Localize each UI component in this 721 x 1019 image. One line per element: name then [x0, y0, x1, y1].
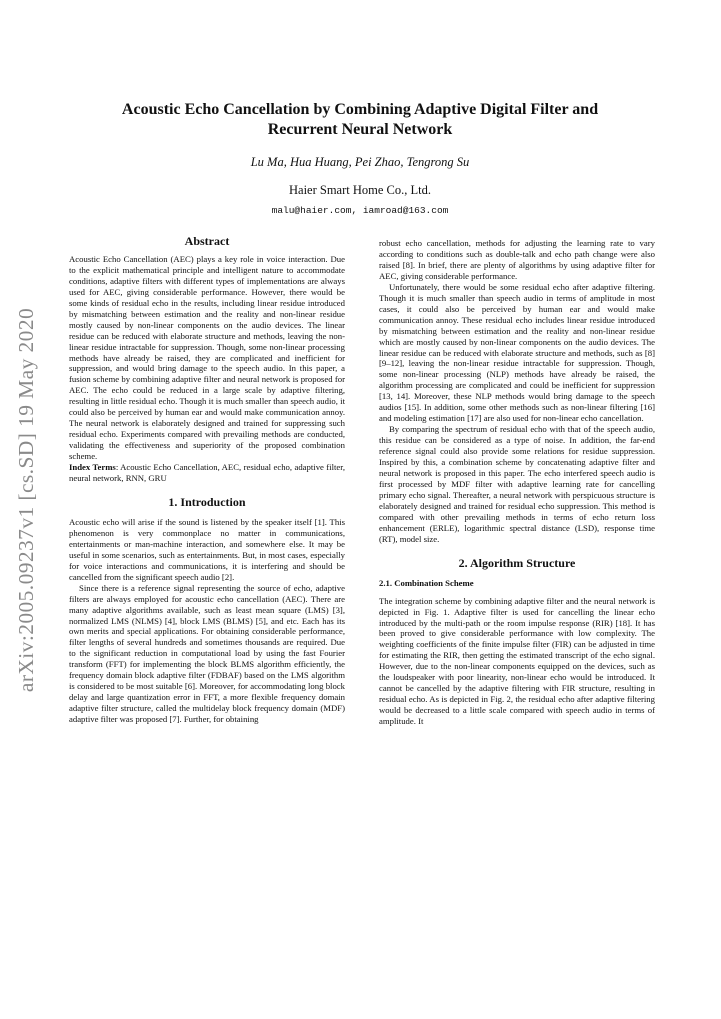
- paper-emails: malu@haier.com, iamroad@163.com: [271, 205, 449, 216]
- paper-title-line-2: Recurrent Neural Network: [267, 121, 453, 138]
- paper-authors: Lu Ma, Hua Huang, Pei Zhao, Tengrong Su: [250, 155, 470, 169]
- intro-paragraph-5: By comparing the spectrum of residual echo with that of the speech audio, this residue can be considered as a type of noise. In addition, the far-end reference signal could also provide some relations for residue suppression. Inspired by this, a combination scheme by concatenating adaptive filter and neural network is proposed in this paper. The echo interfered speech audio is first processed by MDF filter with adaptive learning rate for cancelling primary echo signal. Thereafter, a neural network with perspicuous structure is elaborately designed and trained for residual echo suppression. This method is compared with other prevailing methods in terms of echo return loss enhancement (ERLE), logarithmic spectral distance (LSD), response time (RT), model size.: [379, 424, 655, 544]
- intro-paragraph-2: Since there is a reference signal representing the source of echo, adaptive filters are always employed for acoustic echo cancellation (AEC). There are many adaptive algorithms available, such as least mean square (LMS) [3], normalized LMS (NLMS) [4], block LMS (BLMS) [5], and etc. Each has its own merits and special applications. For obtaining considerable performance, filter lengths of several hundreds and sometimes thousands are required. Due to the significant reduction in computational load by using the fast Fourier transform (FFT) for implementing the block BLMS algorithm efficiently, the frequency domain block adaptive filter (FDBAF) based on the LMS algorithm is considered to be most suitable [6]. Moreover, for accommodating long block delay and large quantization error in FFT, a more flexible frequency domain adaptive filter structure, called the multidelay block frequency domain (MDF) adaptive filter was proposed [7]. Further, for obtaining: [69, 582, 345, 725]
- index-terms-text: : Acoustic Echo Cancellation, AEC, residual echo, adaptive filter, neural network, RNN, GRU: [69, 462, 345, 484]
- intro-paragraph-4: Unfortunately, there would be some residual echo after adaptive filtering. Though it is much smaller than speech audio in terms of amplitude in most cases, it could also be perceived by human ear and would make communication annoy. These residual echo includes linear residue introduced by mismatching between estimation and the reality and non-linear residue which are mostly caused by non-linear components on the audio devices. The linear residue can be reduced with elaborate structure and methods, such as [8] [9–12], leaving the non-linear residue intractable for suppression. Though, some non-linear processing (NLP) methods have already be raised, the algorithm processing are complicated and could be inefficient for suppression [13, 14]. Moreover, these NLP methods would bring damage to the speech audios [15]. In addition, some other methods such as non-linear filtering [16] and modeling estimation [17] are also used for non-linear echo cancellation.: [379, 281, 655, 424]
- intro-paragraph-1: Acoustic echo will arise if the sound is listened by the speaker itself [1]. This phenomenon is very commonplace no matter in communications, entertainments or man-machine interaction, and somewhere else. It may be useful in some scenarios, such as entertainments. But, in most cases, especially for voice interactions and communications, it is interfering and should be cancelled from the significant speech audio [2].: [69, 516, 345, 582]
- left-column: [69, 236, 345, 725]
- abstract-heading: Abstract: [184, 234, 230, 248]
- index-terms-label: Index Terms: [69, 462, 116, 473]
- right-column: [379, 238, 655, 727]
- section-1-heading: 1. Introduction: [168, 494, 246, 509]
- subsection-2-1-heading: 2.1. Combination Scheme: [379, 577, 474, 588]
- paper-title: [80, 100, 640, 140]
- abstract-text: Acoustic Echo Cancellation (AEC) plays a key role in voice interaction. Due to the explicit mathematical principle and intelligent nature to accommodate conditions, adaptive filters with different types of implementations are always used for AEC, giving considerable performance. However, there would be some kinds of residual echo in the results, including linear residue introduced by mismatching between estimation and the reality and non-linear residue mostly caused by non-linear components on the audio devices. The linear residue can be reduced with elaborate structure and methods, leaving the non-linear residue intractable for suppression. Though, some non-linear processing methods have already be raised, they are complicated and inefficient for suppression, and would bring damage to the speech audio. In this paper, a fusion scheme by combining adaptive filter and neural network is proposed for AEC. The echo could be reduced in a large scale by adaptive filtering, resulting in little residual echo. Though it is much smaller than speech audio, it could also be perceived by human ear and would make communication annoy. The neural network is elaborately designed and trained for suppressing such residual echo. Experiments compared with prevailing methods are conducted, validating the effectiveness and superiority of the proposed combination scheme.: [69, 253, 345, 462]
- paper-affiliation: Haier Smart Home Co., Ltd.: [289, 183, 431, 197]
- intro-paragraph-3: robust echo cancellation, methods for adjusting the learning rate to vary according to conditions such as double-talk and echo path change were also raised [8]. In brief, there are plenty of algorithms by using adaptive filter for AEC, giving considerable performance.: [379, 238, 655, 281]
- arxiv-identifier: arXiv:2005.09237v1 [cs.SD] 19 May 2020: [14, 307, 38, 693]
- algorithm-paragraph-1: The integration scheme by combining adaptive filter and the neural network is depicted in Fig. 1. Adaptive filter is used for cancelling the linear echo introduced by the multi-path or the room impulse response (RIR) [18]. It has been proved to give considerable performance with low complexity. The weighting coefficients of the finite impulse filter (FIR) can be adjusted in time for estimating the RIR, then getting the estimated transcript of the echo signal. However, due to the non-linear components equipped on the devices, such as the loudspeaker with poor linearity, non-linear echo would be introduced. It cannot be cancelled by the adaptive filtering with FIR structure, resulting in residual echo. As is depicted in Fig. 2, the residual echo after adaptive filtering would be decreased to a little scale compared with speech audio in terms of amplitude. It: [379, 595, 655, 727]
- paper-title-line-1: Acoustic Echo Cancellation by Combining Adaptive Digital Filter and: [121, 101, 599, 118]
- section-2-heading: 2. Algorithm Structure: [458, 555, 576, 570]
- index-terms: [69, 462, 345, 484]
